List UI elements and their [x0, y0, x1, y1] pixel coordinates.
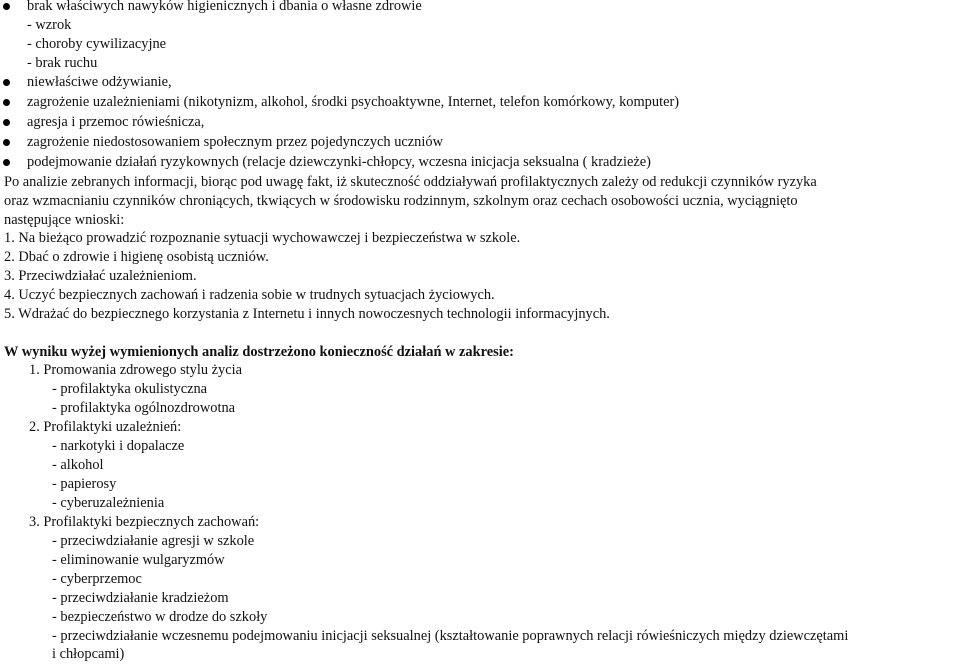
conclusion-3: 3. Przeciwdziałać uzależnieniom. — [4, 268, 197, 284]
sub-item-vision: - wzrok — [27, 17, 72, 33]
section-1-title: 1. Promowania zdrowego stylu życia — [29, 362, 243, 378]
list-item: - alkohol — [52, 457, 104, 473]
list-item: - przeciwdziałanie wczesnemu podejmowaniu inicjacji seksualnej (kształtowanie poprawnych relacji rówieśniczych między dziewczętami — [52, 628, 849, 644]
list-item: - profilaktyka ogólnozdrowotna — [52, 400, 236, 416]
bullet-text: zagrożenie uzależnieniami (nikotynizm, alkohol, środki psychoaktywne, Internet, telefon komórkowy, komputer) — [27, 94, 680, 110]
bullet-icon — [3, 79, 10, 86]
analysis-line-2: oraz wzmacnianiu czynników chroniących, tkwiących w środowisku rodzinnym, szkolnym oraz cechach osobowości ucznia, wyciągnięto — [4, 193, 798, 209]
bullet-icon — [3, 3, 10, 10]
sub-item-civilization-diseases: - choroby cywilizacyjne — [27, 36, 167, 52]
list-item: - przeciwdziałanie kradzieżom — [52, 590, 229, 606]
list-item: - cyberuzależnienia — [52, 495, 165, 511]
bullet-text: brak właściwych nawyków higienicznych i dbania o własne zdrowie — [27, 0, 422, 14]
bullet-icon — [3, 99, 10, 106]
list-item: - cyberprzemoc — [52, 571, 142, 587]
list-item: - eliminowanie wulgaryzmów — [52, 552, 225, 568]
bullet-text: podejmowanie działań ryzykownych (relacje dziewczynki-chłopcy, wczesna inicjacja seksualna ( kradzieże) — [27, 154, 651, 170]
sub-item-lack-of-movement: - brak ruchu — [27, 55, 98, 71]
list-item: i chłopcami) — [52, 646, 125, 662]
section-2-title: 2. Profilaktyki uzależnień: — [29, 419, 182, 435]
bullet-text: niewłaściwe odżywianie, — [27, 74, 172, 90]
conclusion-4: 4. Uczyć bezpiecznych zachowań i radzenia sobie w trudnych sytuacjach życiowych. — [4, 287, 495, 303]
list-item: - narkotyki i dopalacze — [52, 438, 185, 454]
conclusion-2: 2. Dbać o zdrowie i higienę osobistą uczniów. — [4, 249, 269, 265]
section-3-title: 3. Profilaktyki bezpiecznych zachowań: — [29, 514, 260, 530]
bullet-icon — [3, 139, 10, 146]
analysis-line-3: następujące wnioski: — [4, 212, 125, 228]
conclusion-5: 5. Wdrażać do bezpiecznego korzystania z Internetu i innych nowoczesnych technologii informacyjnych. — [4, 306, 610, 322]
list-item: - papierosy — [52, 476, 117, 492]
analysis-line-1: Po analizie zebranych informacji, biorąc pod uwagę fakt, iż skuteczność oddziaływań profilaktycznych zależy od redukcji czynników ryzyka — [4, 174, 817, 190]
bullet-text: agresja i przemoc rówieśnicza, — [27, 114, 205, 130]
conclusion-1: 1. Na bieżąco prowadzić rozpoznanie sytuacji wychowawczej i bezpieczeństwa w szkole. — [4, 230, 521, 246]
list-item: - bezpieczeństwo w drodze do szkoły — [52, 609, 268, 625]
section-heading: W wyniku wyżej wymienionych analiz dostrzeżono konieczność działań w zakresie: — [4, 344, 514, 360]
bullet-text: zagrożenie niedostosowaniem społecznym przez pojedynczych uczniów — [27, 134, 443, 150]
bullet-icon — [3, 119, 10, 126]
bullet-icon — [3, 159, 10, 166]
list-item: - profilaktyka okulistyczna — [52, 381, 208, 397]
list-item: - przeciwdziałanie agresji w szkole — [52, 533, 255, 549]
